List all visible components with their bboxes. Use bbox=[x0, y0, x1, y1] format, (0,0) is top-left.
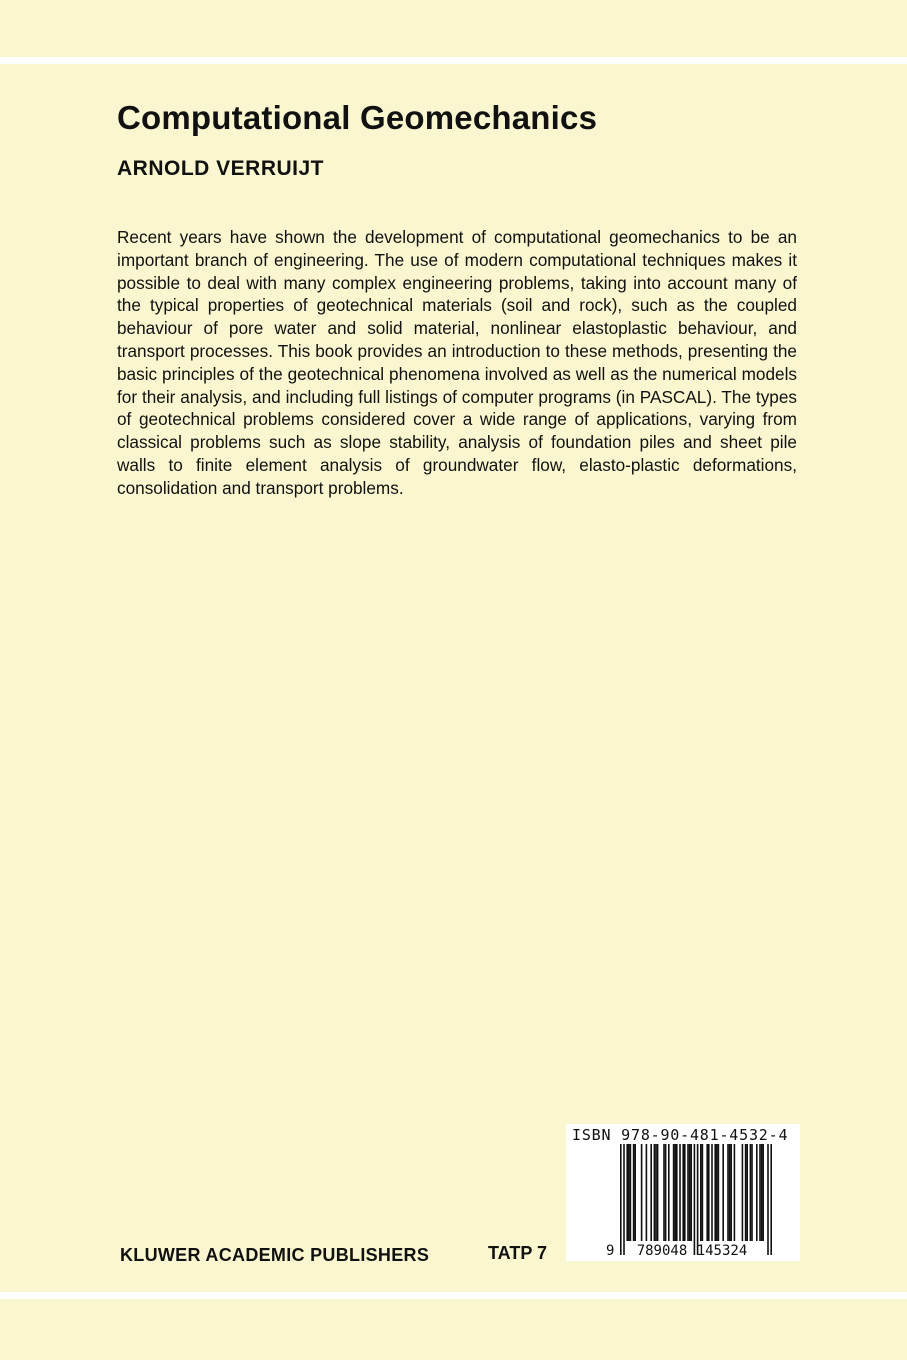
barcode-bar bbox=[641, 1144, 643, 1241]
barcode-bar bbox=[628, 1144, 630, 1241]
barcode-bar bbox=[751, 1144, 753, 1241]
barcode-lead-digit: 9 bbox=[606, 1243, 615, 1259]
barcode-bar bbox=[646, 1144, 648, 1241]
top-white-strip bbox=[0, 57, 907, 64]
barcode-bar bbox=[716, 1144, 718, 1241]
barcode-bar bbox=[674, 1144, 676, 1241]
barcode-bar bbox=[655, 1144, 657, 1241]
barcode-bar bbox=[746, 1144, 748, 1241]
barcode-bar bbox=[762, 1144, 764, 1241]
barcode-bar bbox=[706, 1144, 708, 1241]
barcode-bar bbox=[689, 1144, 691, 1241]
barcode-guard-bar bbox=[697, 1144, 699, 1255]
book-title: Computational Geomechanics bbox=[117, 99, 598, 136]
barcode-bar bbox=[727, 1144, 729, 1241]
barcode-bar bbox=[734, 1144, 736, 1241]
barcode-bar bbox=[673, 1144, 675, 1241]
barcode-bar bbox=[729, 1144, 731, 1241]
publisher-name: KLUWER ACADEMIC PUBLISHERS bbox=[120, 1245, 430, 1265]
barcode-guard-bar bbox=[623, 1144, 625, 1255]
barcode-bar bbox=[679, 1144, 681, 1241]
barcode-bar bbox=[682, 1144, 684, 1241]
barcode-bar bbox=[702, 1144, 704, 1241]
barcode-bar bbox=[633, 1144, 635, 1241]
barcode-graphic bbox=[566, 1124, 800, 1261]
barcode-bar bbox=[708, 1144, 710, 1241]
barcode-bar bbox=[626, 1144, 628, 1241]
barcode-bars bbox=[620, 1144, 772, 1255]
barcode-guard-bar bbox=[694, 1144, 696, 1255]
barcode-guard-bar bbox=[620, 1144, 622, 1255]
barcode-bar bbox=[665, 1144, 667, 1241]
barcode-bar bbox=[742, 1144, 744, 1241]
barcode-bar bbox=[718, 1144, 720, 1241]
barcode-guard-bar bbox=[770, 1144, 772, 1255]
barcode-guard-bar bbox=[767, 1144, 769, 1255]
barcode-bar bbox=[745, 1144, 747, 1241]
barcode-bar bbox=[676, 1144, 678, 1241]
barcode-bar bbox=[756, 1144, 758, 1241]
series-code: TATP 7 bbox=[488, 1243, 548, 1263]
barcode-right-digits: 145324 bbox=[696, 1243, 748, 1259]
barcode-bar bbox=[761, 1144, 763, 1241]
barcode-bar bbox=[668, 1144, 670, 1241]
barcode-bar bbox=[690, 1144, 692, 1241]
isbn-barcode-panel bbox=[566, 1124, 800, 1261]
barcode-bar bbox=[711, 1144, 713, 1241]
barcode-bar bbox=[730, 1144, 732, 1241]
barcode-bar bbox=[687, 1144, 689, 1241]
barcode-bar bbox=[663, 1144, 665, 1241]
bottom-white-strip bbox=[0, 1292, 907, 1299]
barcode-bar bbox=[657, 1144, 659, 1241]
barcode-bar bbox=[714, 1144, 716, 1241]
barcode-bar bbox=[630, 1144, 632, 1241]
barcode-bar bbox=[759, 1144, 761, 1241]
barcode-bar bbox=[634, 1144, 636, 1241]
isbn-label: ISBN 978-90-481-4532-4 bbox=[572, 1126, 789, 1144]
barcode-bar bbox=[750, 1144, 752, 1241]
barcode-bar bbox=[700, 1144, 702, 1241]
barcode-left-digits: 789048 bbox=[636, 1243, 688, 1259]
barcode-bar bbox=[684, 1144, 686, 1241]
barcode-bar bbox=[654, 1144, 656, 1241]
book-description: Recent years have shown the development of computational geomechanics to be an important branch of engineering. The use of modern computational techniques makes it possible to deal with many complex engineering problems, taking into account many of the typical properties of geotechnical materials (soil and rock), such as the coupled behaviour of pore water and solid material, nonlinear elastoplastic behaviour, and transport processes. This book provides an introduction to these methods, presenting the basic principles of the geotechnical phenomena involved as well as the numerical models for their analysis, and including full listings of computer programs (in PASCAL). The types of geotechnical problems considered cover a wide range of applications, varying from classical problems such as slope stability, analysis of foundation piles and sheet pile walls to finite element analysis of groundwater flow, elasto-plastic deformations, consolidation and transport problems. bbox=[117, 227, 797, 498]
barcode-bar bbox=[722, 1144, 724, 1241]
book-author: ARNOLD VERRUIJT bbox=[117, 157, 325, 180]
barcode-bar bbox=[650, 1144, 652, 1241]
